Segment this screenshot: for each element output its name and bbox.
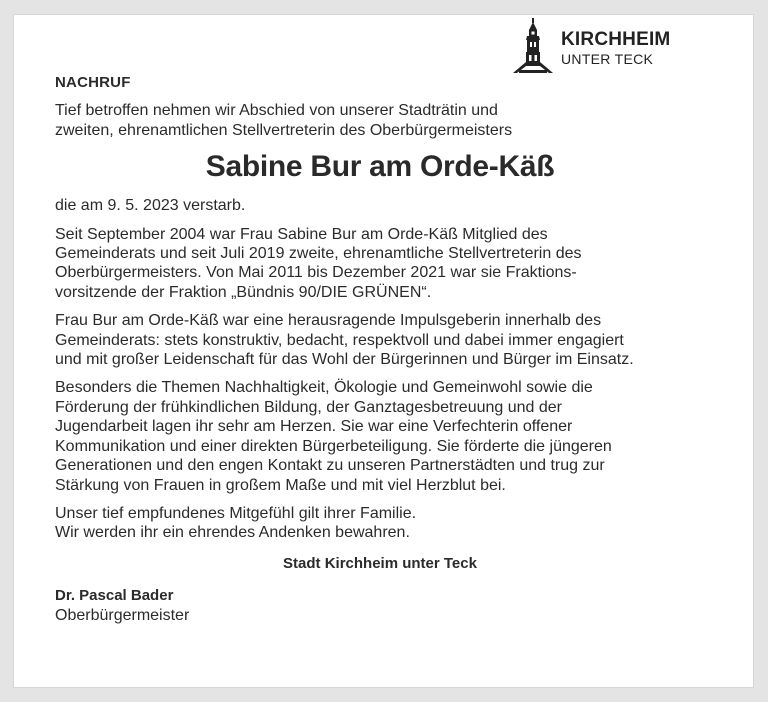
city-logo xyxy=(513,18,670,74)
text-line: Förderung der frühkindlichen Bildung, der Ganztagesbetreuung und der xyxy=(55,398,562,416)
deceased-name: Sabine Bur am Orde-Käß xyxy=(205,150,555,184)
text-line: und mit großer Leidenschaft für das Wohl der Bürgerinnen und Bürger im Einsatz. xyxy=(55,351,634,369)
text-line: Seit September 2004 war Frau Sabine Bur am Orde-Käß Mitglied des xyxy=(55,225,548,243)
text-line: vorsitzende der Fraktion „Bündnis 90/DIE GRÜNEN“. xyxy=(55,283,432,301)
signature-organization: Stadt Kirchheim unter Teck xyxy=(283,554,477,572)
text-line: Jugendarbeit lagen ihr sehr am Herzen. Sie war eine Verfechterin offener xyxy=(55,418,573,436)
intro-text xyxy=(55,101,705,140)
logo-city-subtitle: UNTER TECK xyxy=(561,51,654,67)
intro-line: zweiten, ehrenamtlichen Stellvertreterin des Oberbürgermeisters xyxy=(55,121,513,139)
logo-text xyxy=(561,30,670,67)
text-line: Frau Bur am Orde-Käß war eine herausragende Impulsgeberin innerhalb des xyxy=(55,312,602,330)
church-tower-icon xyxy=(513,18,553,74)
notice-body xyxy=(55,73,705,625)
logo-city-name: KIRCHHEIM xyxy=(561,29,671,50)
paragraph-tribute xyxy=(55,311,705,369)
text-line: Unser tief empfundenes Mitgefühl gilt ihrer Familie. xyxy=(55,504,417,522)
intro-line: Tief betroffen nehmen wir Abschied von unserer Stadträtin und xyxy=(55,102,498,120)
paragraph-career xyxy=(55,225,705,303)
signature-person-title: Oberbürgermeister xyxy=(55,606,190,624)
text-line: Gemeinderats und seit Juli 2019 zweite, ehrenamtliche Stellvertreterin des xyxy=(55,245,582,263)
paragraph-condolence xyxy=(55,504,705,543)
text-line: Besonders die Themen Nachhaltigkeit, Ökologie und Gemeinwohl sowie die xyxy=(55,379,593,397)
text-line: Oberbürgermeisters. Von Mai 2011 bis Dezember 2021 war sie Fraktions- xyxy=(55,264,577,282)
text-line: Stärkung von Frauen in großem Maße und mit viel Herzblut bei. xyxy=(55,476,506,494)
text-line: Gemeinderats: stets konstruktiv, bedacht, respektvoll und dabei immer engagiert xyxy=(55,331,624,349)
text-line: Kommunikation und einer direkten Bürgerbeteiligung. Sie förderte die jüngeren xyxy=(55,437,612,455)
date-line: die am 9. 5. 2023 verstarb. xyxy=(55,197,246,215)
text-line: Wir werden ihr ein ehrendes Andenken bewahren. xyxy=(55,524,410,542)
text-line: Generationen und den engen Kontakt zu unseren Partnerstädten und trug zur xyxy=(55,457,605,475)
notice-heading: NACHRUF xyxy=(55,74,131,91)
signature-person-name: Dr. Pascal Bader xyxy=(55,587,174,605)
paragraph-topics xyxy=(55,378,705,494)
